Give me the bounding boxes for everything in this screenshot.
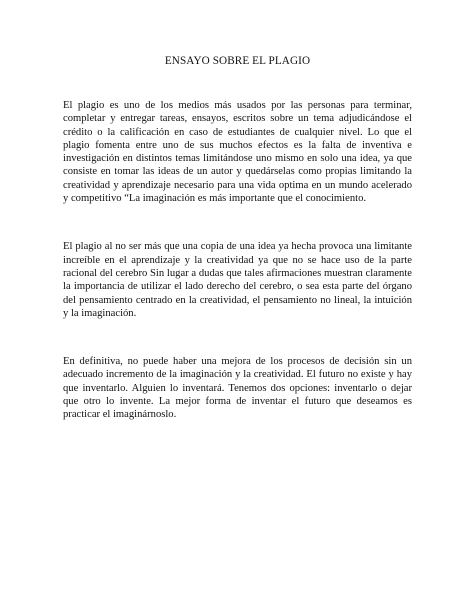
document-title: ENSAYO SOBRE EL PLAGIO bbox=[164, 55, 311, 67]
paragraph-1: El plagio es uno de los medios más usados por las personas para terminar, completar y entregar tareas, ensayos, escritos sobre un tema adjudicándose el crédito o la calificación en caso de estudiantes de cualquier nivel. Lo que el plagio fomenta entre uno de sus muchos efectos es la falta de inventiva e investigación en distintos temas limitándose uno mismo en solo una idea, ya que consiste en tomar las ideas de un autor y quedárselas como propias limitando la creatividad y aprendizaje necesario para una vida optima en un mundo acelerado y competitivo “La imaginación es más importante que el conocimiento. bbox=[63, 100, 412, 205]
paragraph-2: El plagio al no ser más que una copia de una idea ya hecha provoca una limitante increíble en el aprendizaje y la creatividad ya que no se hace uso de la parte racional del cerebro Sin lugar a dudas que tales afirmaciones muestran claramente la importancia de utilizar el lado derecho del cerebro, o sea esta parte del órgano del pensamiento centrado en la creatividad, el pensamiento no lineal, la intuición y la imaginación. bbox=[63, 241, 412, 319]
paragraph-3: En definitiva, no puede haber una mejora de los procesos de decisión sin un adecuado incremento de la imaginación y la creatividad. El futuro no existe y hay que inventarlo. Alguien lo inventará. Tenemos dos opciones: inventarlo o dejar que otro lo invente. La mejor forma de inventar el futuro que deseamos es practicar el imaginárnoslo. bbox=[63, 356, 412, 421]
